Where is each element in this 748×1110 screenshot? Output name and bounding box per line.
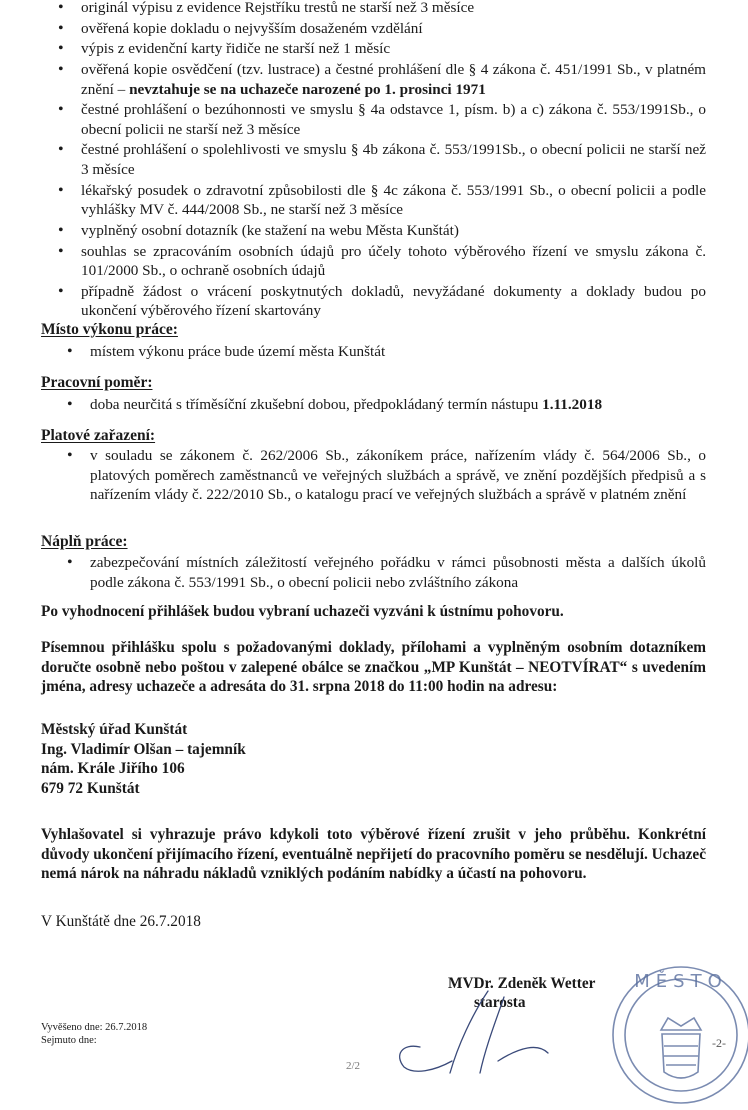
interview-note: Po vyhodnocení přihlášek budou vybraní uchazeči vyzváni k ústnímu pohovoru. <box>41 603 564 620</box>
salary-heading: Platové zařazení: <box>41 427 156 444</box>
page-fraction: 2/2 <box>346 1060 361 1072</box>
requirement-item <box>81 181 706 220</box>
requirement-text: souhlas se zpracováním osobních údajů pro účely tohoto výběrového řízení ve smyslu zákona č. 101/2000 Sb., o ochraně osobních údajů <box>81 242 706 279</box>
address-person: Ing. Vladimír Olšan – tajemník <box>41 740 246 758</box>
posted-date: Vyvěšeno dne: 26.7.2018 <box>41 1022 148 1033</box>
requirement-item <box>81 0 706 18</box>
address-block <box>41 720 246 798</box>
employment-start-date: 1.11.2018 <box>542 396 603 413</box>
requirement-text: čestné prohlášení o bezúhonnosti ve smyslu § 4a odstavce 1, písm. b) a c) zákona č. 553/1991Sb., o obecní policii ne starší než 3 měsíce <box>81 101 706 138</box>
address-street: nám. Krále Jiřího 106 <box>41 760 185 778</box>
handwritten-signature <box>380 985 580 1075</box>
requirement-text: ověřená kopie osvědčení (tzv. lustrace) a čestné prohlášení dle § 4 zákona č. 451/1991 Sb., v platném znění – <box>81 61 706 98</box>
requirement-item <box>81 140 706 179</box>
requirement-text: vyplněný osobní dotazník (ke stažení na webu Města Kunštát) <box>81 221 459 239</box>
requirement-item <box>81 242 706 281</box>
seal-text: MĚSTO <box>634 971 728 992</box>
address-office: Městský úřad Kunštát <box>41 721 188 738</box>
requirement-item <box>81 282 706 321</box>
requirement-text: čestné prohlášení o spolehlivosti ve smyslu § 4b zákona č. 553/1991Sb., o obecní policii ne starší než 3 měsíce <box>81 141 706 178</box>
requirement-text: lékařský posudek o zdravotní způsobilosti dle § 4c zákona č. 553/1991 Sb., o obecní policii a podle vyhlášky MV č. 444/2008 Sb., ne starší než 3 měsíce <box>81 181 706 219</box>
workplace-item: • místem výkonu práce bude území města Kunštát <box>90 342 706 362</box>
employment-heading: Pracovní poměr: <box>41 374 153 391</box>
requirement-item <box>81 221 706 241</box>
submission-note: Písemnou přihlášku spolu s požadovanými doklady, přílohami a vyplněným osobním dotazníkem doručte osobně nebo poštou v zalepené obálce se značkou „MP Kunštát – NEOTVÍRAT“ s uvedením jména, adresy uchazeče a adresáta do 31. srpna 2018 do 11:00 hodin na adresu: <box>41 639 706 695</box>
requirement-item <box>81 100 706 139</box>
salary-list <box>90 446 706 505</box>
duties-heading: Náplň práce: <box>41 533 128 550</box>
requirement-item <box>81 19 706 39</box>
city-seal-stamp <box>606 960 748 1110</box>
signatory-role: starosta <box>474 994 526 1011</box>
workplace-heading: Místo výkonu práce: <box>41 321 178 338</box>
requirement-emphasis: nevztahuje se na uchazeče narozené po 1. prosinci 1971 <box>129 80 486 98</box>
requirements-list <box>81 0 706 322</box>
requirement-text: ověřená kopie dokladu o nejvyšším dosaženém vzdělání <box>81 19 423 37</box>
requirement-item <box>81 39 706 59</box>
signatory-name: MVDr. Zdeněk Wetter <box>448 975 596 992</box>
requirement-text: případně žádost o vrácení poskytnutých dokladů, nevyžádané dokumenty a doklady budou po ukončení výběrového řízení skartovány <box>81 282 706 320</box>
removed-date: Sejmuto dne: <box>41 1035 97 1046</box>
requirement-text: výpis z evidenční karty řidiče ne starší než 1 měsíc <box>81 40 391 58</box>
requirement-text: originál výpisu z evidence Rejstříku trestů ne starší než 3 měsíce <box>81 0 475 16</box>
workplace-list <box>90 342 706 362</box>
disclaimer: Vyhlašovatel si vyhrazuje právo kdykoli toto výběrové řízení zrušit v jeho průběhu. Konkrétní důvody ukončení přijímacího řízení, eventuálně nepřijetí do pracovního poměru se nesdělují. Uchazeč nemá nárok na náhradu nákladů vzniklých podáním nabídky a účastí na pohovoru. <box>41 826 706 882</box>
duties-item: • zabezpečování místních záležitostí veřejného pořádku v rámci působnosti města a dalších úkolů podle zákona č. 553/1991 Sb., o obecní policii nebo zvláštního zákona <box>90 553 706 592</box>
requirement-item <box>81 60 706 99</box>
salary-item: • v souladu se zákonem č. 262/2006 Sb., zákoníkem práce, nařízením vlády č. 564/2006 Sb., o platových poměrech zaměstnanců ve veřejných službách a správě, ve znění pozdějších předpisů a s nařízením vlády č. 222/2010 Sb., o katalogu prací ve veřejných službách a správě v platném znění <box>90 446 706 505</box>
address-city: 679 72 Kunštát <box>41 779 140 797</box>
employment-item <box>90 395 706 415</box>
employment-text: doba neurčitá s tříměsíční zkušební dobou, předpokládaný termín nástupu <box>90 396 539 413</box>
place-date: V Kunštátě dne 26.7.2018 <box>41 913 201 930</box>
page-number: -2- <box>712 1036 726 1050</box>
duties-list <box>90 553 706 592</box>
employment-list <box>90 395 706 415</box>
